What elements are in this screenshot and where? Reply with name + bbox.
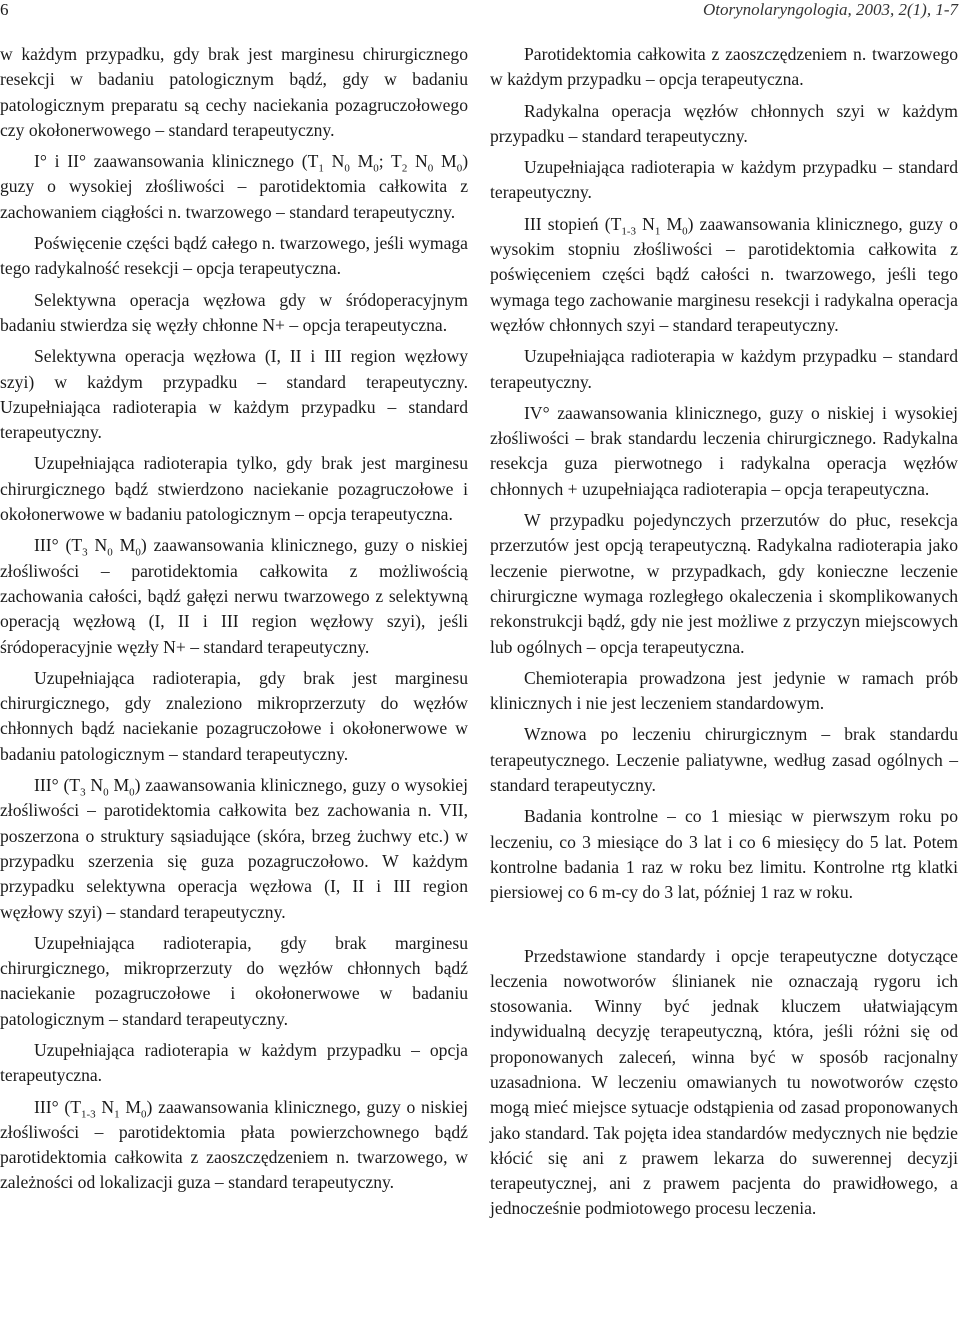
journal-citation: Otorynolaryngologia, 2003, 2(1), 1-7 [703,0,958,19]
paragraph: III° ($T_3$ $N_0$ $M_0$) zaawansowania klinicznego, guzy o niskiej złośliwości – parotidektomia całkowita z możliwością zachowania całości, bądź gałęzi nerwu twarzowego z selektywną operacją węzłową (I, II i III region węzłowy szyi), jeśli śródoperacyjnie węzły N+ – standard terapeutyczny. [0,535,469,657]
paragraph: Radykalna operacja węzłów chłonnych szyi w każdym przypadku – standard terapeutyczny. [490,100,958,146]
paragraph: Badania kontrolne – co 1 miesiąc w pierwszym roku po leczeniu, co 3 miesiące do 3 lat i co 6 miesięcy do 5 lat. Potem kontrolne badania 1 raz w roku bez limitu. Kontrolne rtg klatki piersiowej co 6 m-cy do 3 lat, później 1 raz w roku. [490,806,958,903]
right-column [490,42,958,1228]
paragraph: Chemioterapia prowadzona jest jedynie w ramach prób klinicznych i nie jest leczeniem standardowym. [490,667,958,714]
paragraph: Uzupełniająca radioterapia, gdy brak marginesu chirurgicznego, mikroprzerzuty do węzłów chłonnych bądź naciekanie pozagruczołowe i okołonerwowe w badaniu patologicznym – standard terapeutyczny. [0,932,468,1029]
paragraph: Uzupełniająca radioterapia w każdym przypadku – standard terapeutyczny. [490,346,958,392]
left-column [0,42,468,1202]
paragraph: w każdym przypadku, gdy brak jest marginesu chirurgicznego resekcji w badaniu patologicznym bądź, gdy w badaniu patologicznym preparatu są cechy naciekania pozagruczołowego czy okołonerwowego – standard terapeutyczny. [0,44,468,140]
page-header [0,0,960,24]
paragraph: Uzupełniająca radioterapia w każdym przypadku – opcja terapeutyczna. [0,1039,468,1086]
paragraph: Przedstawione standardy i opcje terapeutyczne dotyczące leczenia nowotworów ślinianek nie oznaczają rygoru ich stosowania. Winny być jednak kluczem ułatwiającym indywidualną decyzję terapeutyczną, która, jeśli różni się od proponowanych zaleceń, winna być w sposób racjonalny uzasadniona. W leczeniu omawianych tu nowotworów często mogą mieć miejsce sytuacje odstąpienia od zasad proponowanych jako standard. Tak pojęta idea standardów medycznych nie będzie kłócić się ani z prawem lekarza do suwerennej decyzji terapeutycznej, ani z prawem pacjenta do prawidłowego, a jednocześnie podmiotowego procesu leczenia. [490,945,958,1219]
page-number: 6 [0,0,9,19]
paragraph: Selektywna operacja węzłowa gdy w śródoperacyjnym badaniu stwierdza się węzły chłonne N+ – opcja terapeutyczna. [0,289,468,335]
paragraph: I° i II° zaawansowania klinicznego ($T_1$ $N_0$ $M_0$; $T_2$ $N_0$ $M_0$) guzy o wysokiej złośliwości – parotidektomia całkowita z zachowaniem ciągłości n. twarzowego – standard terapeutyczny. [0,151,469,222]
paragraph: Uzupełniająca radioterapia w każdym przypadku – standard terapeutyczny. [490,157,958,203]
paragraph: Parotidektomia całkowita z zaoszczędzeniem n. twarzowego w każdym przypadku – opcja terapeutyczna. [490,44,958,90]
paragraph: IV° zaawansowania klinicznego, guzy o niskiej i wysokiej złośliwości – brak standardu leczenia chirurgicznego. Radykalna resekcja guza pierwotnego i radykalna operacja węzłów chłonnych + uzupełniająca radioterapia – opcja terapeutyczna. [490,402,958,499]
paragraph: Uzupełniająca radioterapia tylko, gdy brak jest marginesu chirurgicznego bądź stwierdzono naciekanie pozagruczołowe i okołonerwowe w badaniu patologicznym – opcja terapeutyczna. [0,453,468,525]
paragraph: III stopień ($T_{1-3}$ $N_1$ $M_0$) zaawansowania klinicznego, guzy o wysokim stopniu złośliwości – parotidektomia całkowita z poświęceniem części bądź całości n. twarzowego, jeśli tego wymaga tego zachowanie marginesu resekcji i radykalna operacja węzłów chłonnych szyi – standard terapeutyczny. [490,213,958,335]
paragraph: Poświęcenie części bądź całego n. twarzowego, jeśli wymaga tego radykalność resekcji – opcja terapeutyczna. [0,233,468,279]
paragraph: Selektywna operacja węzłowa (I, II i III region węzłowy szyi) w każdym przypadku – standard terapeutyczny. Uzupełniająca radioterapia w każdym przypadku – standard terapeutyczny. [0,346,468,443]
paragraph: W przypadku pojedynczych przerzutów do płuc, resekcja przerzutów jest opcją terapeutyczną. Radykalna radioterapia jako leczenie pierwotne, w przypadkach, gdy konieczne leczenie chirurgiczne wymaga rozległego okaleczenia i skomplikowanych rekonstrukcji bądź, gdy nie jest możliwe z przyczyn miejscowych lub ogólnych – opcja terapeutyczna. [490,510,958,657]
paragraph: III° ($T_{1-3}$ $N_1$ $M_0$) zaawansowania klinicznego, guzy o niskiej złośliwości – parotidektomia płata powierzchownego bądź parotidektomia całkowita z zaoszczędzeniem n. twarzowego, w zależności od lokalizacji guza – standard terapeutyczny. [0,1096,468,1193]
paragraph: Wznowa po leczeniu chirurgicznym – brak standardu terapeutycznego. Leczenie paliatywne, według zasad ogólnych – standard terapeutyczny. [490,724,958,796]
paragraph: Uzupełniająca radioterapia, gdy brak jest marginesu chirurgicznego, gdy znaleziono mikroprzerzuty do węzłów chłonnych bądź naciekanie pozagruczołowe i okołonerwowe w badaniu patologicznym – standard terapeutyczny. [0,667,468,764]
paragraph: III° ($T_3$ $N_0$ $M_0$) zaawansowania klinicznego, guzy o wysokiej złośliwości – parotidektomia całkowita bez zachowania n. VII, poszerzona o struktury sąsiadujące (skóra, brzeg żuchwy etc.) w przypadku szerzenia się guza pozagruczołowo. W każdym przypadku selektywna operacja węzłowa (I, II i III region węzłowy szyi) – standard terapeutyczny. [0,775,469,922]
